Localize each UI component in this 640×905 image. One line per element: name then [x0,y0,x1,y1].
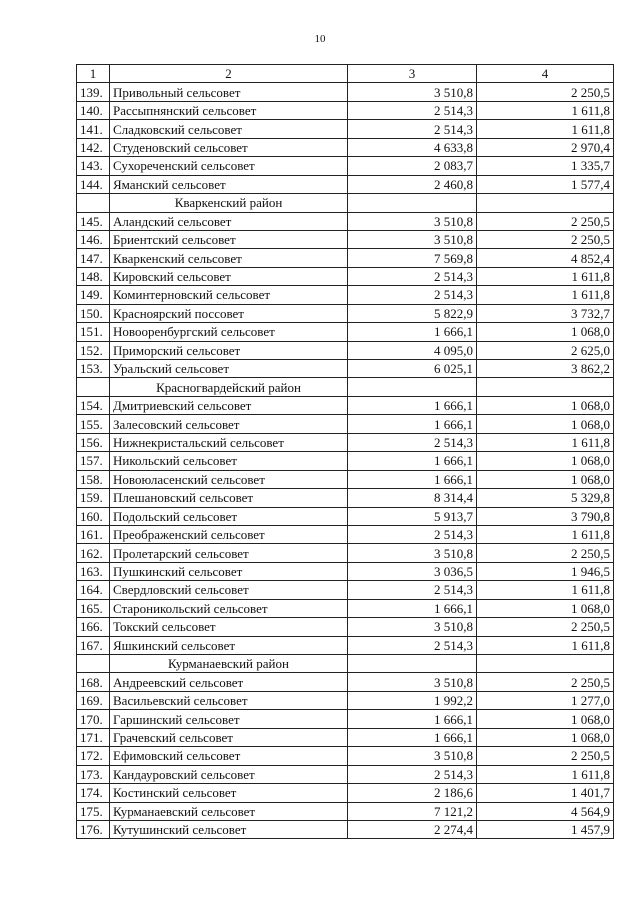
municipality-name: Староникольский сельсовет [110,599,348,617]
value-col3: 1 666,1 [348,470,477,488]
value-col4: 3 790,8 [477,507,614,525]
value-col3: 5 822,9 [348,304,477,322]
value-col4: 1 068,0 [477,452,614,470]
value-col3: 2 274,4 [348,820,477,838]
value-col3: 2 514,3 [348,581,477,599]
municipality-name: Дмитриевский сельсовет [110,396,348,414]
municipality-name: Привольный сельсовет [110,83,348,101]
table-row [77,747,614,765]
municipality-name: Подольский сельсовет [110,507,348,525]
row-number: 156. [77,433,110,451]
value-col3: 3 510,8 [348,230,477,248]
municipality-name: Бриентский сельсовет [110,230,348,248]
header-row [77,65,614,83]
value-col3: 4 095,0 [348,341,477,359]
table-row [77,691,614,709]
value-col4: 1 611,8 [477,765,614,783]
header-cell-3: 3 [348,65,477,83]
value-col3: 3 510,8 [348,212,477,230]
value-col3: 2 514,3 [348,286,477,304]
value-col4: 1 068,0 [477,599,614,617]
row-number: 163. [77,562,110,580]
row-number: 141. [77,120,110,138]
municipality-name: Кутушинский сельсовет [110,820,348,838]
table-row [77,120,614,138]
section-title: Кваркенский район [110,194,348,212]
row-number: 171. [77,728,110,746]
table-body [77,65,614,839]
table-row [77,599,614,617]
municipality-name: Яманский сельсовет [110,175,348,193]
value-col4: 2 250,5 [477,747,614,765]
value-col3: 7 569,8 [348,249,477,267]
value-col3: 6 025,1 [348,360,477,378]
value-col4: 5 329,8 [477,489,614,507]
value-col4: 1 611,8 [477,120,614,138]
table-row [77,138,614,156]
row-number: 145. [77,212,110,230]
row-number: 146. [77,230,110,248]
table-row [77,157,614,175]
table-row [77,304,614,322]
section-row [77,194,614,212]
row-number: 168. [77,673,110,691]
row-number: 148. [77,267,110,285]
table-row [77,249,614,267]
section-spacer [477,378,614,396]
table-row [77,470,614,488]
value-col4: 1 068,0 [477,396,614,414]
section-spacer [77,378,110,396]
municipality-name: Новооренбургский сельсовет [110,323,348,341]
value-col4: 1 577,4 [477,175,614,193]
value-col4: 2 250,5 [477,618,614,636]
value-col4: 1 068,0 [477,415,614,433]
value-col3: 3 510,8 [348,83,477,101]
municipality-name: Уральский сельсовет [110,360,348,378]
table-row [77,323,614,341]
value-col3: 1 992,2 [348,691,477,709]
value-col3: 1 666,1 [348,396,477,414]
value-col3: 2 460,8 [348,175,477,193]
row-number: 151. [77,323,110,341]
municipality-name: Рассыпнянский сельсовет [110,101,348,119]
value-col4: 4 564,9 [477,802,614,820]
table-row [77,765,614,783]
section-row [77,378,614,396]
value-col4: 1 068,0 [477,728,614,746]
table-row [77,710,614,728]
section-row [77,655,614,673]
municipality-name: Пролетарский сельсовет [110,544,348,562]
section-spacer [348,378,477,396]
municipality-name: Залесовский сельсовет [110,415,348,433]
table-row [77,544,614,562]
municipality-name: Костинский сельсовет [110,784,348,802]
table-row [77,820,614,838]
value-col4: 3 732,7 [477,304,614,322]
value-col3: 3 510,8 [348,544,477,562]
row-number: 174. [77,784,110,802]
row-number: 157. [77,452,110,470]
value-col3: 5 913,7 [348,507,477,525]
value-col3: 3 510,8 [348,618,477,636]
section-spacer [77,194,110,212]
value-col4: 1 611,8 [477,286,614,304]
table-row [77,581,614,599]
municipality-name: Курманаевский сельсовет [110,802,348,820]
row-number: 161. [77,525,110,543]
row-number: 140. [77,101,110,119]
row-number: 170. [77,710,110,728]
municipality-name: Нижнекристальский сельсовет [110,433,348,451]
table-row [77,673,614,691]
municipality-name: Коминтерновский сельсовет [110,286,348,304]
section-spacer [477,655,614,673]
value-col3: 8 314,4 [348,489,477,507]
section-spacer [77,655,110,673]
value-col4: 1 946,5 [477,562,614,580]
value-col3: 2 514,3 [348,765,477,783]
value-col4: 1 611,8 [477,433,614,451]
section-spacer [477,194,614,212]
table-row [77,267,614,285]
row-number: 144. [77,175,110,193]
value-col4: 1 611,8 [477,101,614,119]
row-number: 152. [77,341,110,359]
municipality-name: Яшкинский сельсовет [110,636,348,654]
table-row [77,562,614,580]
section-spacer [348,194,477,212]
table-row [77,175,614,193]
value-col3: 3 036,5 [348,562,477,580]
municipality-name: Пушкинский сельсовет [110,562,348,580]
municipality-name: Токский сельсовет [110,618,348,636]
table-row [77,636,614,654]
row-number: 159. [77,489,110,507]
municipality-name: Студеновский сельсовет [110,138,348,156]
value-col4: 2 250,5 [477,212,614,230]
table-row [77,415,614,433]
value-col4: 4 852,4 [477,249,614,267]
value-col3: 1 666,1 [348,710,477,728]
value-col4: 1 611,8 [477,525,614,543]
row-number: 162. [77,544,110,562]
row-number: 165. [77,599,110,617]
table-row [77,452,614,470]
table-row [77,341,614,359]
section-spacer [348,655,477,673]
table-row [77,396,614,414]
municipality-name: Гаршинский сельсовет [110,710,348,728]
value-col3: 1 666,1 [348,415,477,433]
municipality-name: Кандауровский сельсовет [110,765,348,783]
row-number: 169. [77,691,110,709]
value-col4: 2 970,4 [477,138,614,156]
value-col4: 1 335,7 [477,157,614,175]
table-row [77,507,614,525]
municipality-name: Плешановский сельсовет [110,489,348,507]
row-number: 155. [77,415,110,433]
row-number: 175. [77,802,110,820]
value-col4: 1 068,0 [477,470,614,488]
value-col3: 1 666,1 [348,728,477,746]
row-number: 167. [77,636,110,654]
table-row [77,802,614,820]
value-col4: 3 862,2 [477,360,614,378]
value-col3: 7 121,2 [348,802,477,820]
value-col4: 1 277,0 [477,691,614,709]
value-col3: 1 666,1 [348,323,477,341]
value-col3: 2 514,3 [348,525,477,543]
value-col4: 2 625,0 [477,341,614,359]
municipality-name: Сладковский сельсовет [110,120,348,138]
table-row [77,360,614,378]
table-row [77,286,614,304]
municipality-name: Андреевский сельсовет [110,673,348,691]
row-number: 142. [77,138,110,156]
value-col3: 4 633,8 [348,138,477,156]
row-number: 143. [77,157,110,175]
header-cell-1: 1 [77,65,110,83]
table-row [77,212,614,230]
municipality-name: Новоюласенский сельсовет [110,470,348,488]
municipality-name: Кировский сельсовет [110,267,348,285]
header-cell-2: 2 [110,65,348,83]
value-col3: 1 666,1 [348,452,477,470]
municipality-name: Васильевский сельсовет [110,691,348,709]
value-col3: 3 510,8 [348,747,477,765]
value-col4: 2 250,5 [477,230,614,248]
table-row [77,230,614,248]
value-col4: 2 250,5 [477,544,614,562]
municipality-name: Сухореченский сельсовет [110,157,348,175]
page-number: 10 [314,33,326,45]
table-row [77,489,614,507]
value-col3: 2 514,3 [348,636,477,654]
row-number: 172. [77,747,110,765]
municipality-name: Аландский сельсовет [110,212,348,230]
row-number: 139. [77,83,110,101]
value-col3: 2 514,3 [348,101,477,119]
section-title: Курманаевский район [110,655,348,673]
value-col3: 2 186,6 [348,784,477,802]
value-col3: 2 514,3 [348,120,477,138]
table-row [77,101,614,119]
table-row [77,618,614,636]
row-number: 173. [77,765,110,783]
table-row [77,433,614,451]
value-col3: 2 514,3 [348,267,477,285]
value-col4: 1 457,9 [477,820,614,838]
row-number: 153. [77,360,110,378]
table-row [77,728,614,746]
value-col3: 3 510,8 [348,673,477,691]
header-cell-4: 4 [477,65,614,83]
value-col4: 1 068,0 [477,323,614,341]
municipality-name: Грачевский сельсовет [110,728,348,746]
row-number: 166. [77,618,110,636]
municipality-name: Ефимовский сельсовет [110,747,348,765]
municipality-name: Свердловский сельсовет [110,581,348,599]
value-col4: 1 611,8 [477,267,614,285]
value-col3: 1 666,1 [348,599,477,617]
value-col3: 2 514,3 [348,433,477,451]
row-number: 164. [77,581,110,599]
value-col4: 2 250,5 [477,673,614,691]
municipality-name: Никольский сельсовет [110,452,348,470]
municipality-name: Красноярский поссовет [110,304,348,322]
table-row [77,784,614,802]
allocation-table [76,64,614,839]
table-row [77,525,614,543]
row-number: 154. [77,396,110,414]
value-col4: 1 611,8 [477,581,614,599]
municipality-name: Кваркенский сельсовет [110,249,348,267]
municipality-name: Преображенский сельсовет [110,525,348,543]
row-number: 147. [77,249,110,267]
municipality-name: Приморский сельсовет [110,341,348,359]
value-col4: 2 250,5 [477,83,614,101]
value-col4: 1 401,7 [477,784,614,802]
value-col4: 1 068,0 [477,710,614,728]
value-col3: 2 083,7 [348,157,477,175]
table-row [77,83,614,101]
row-number: 158. [77,470,110,488]
value-col4: 1 611,8 [477,636,614,654]
row-number: 160. [77,507,110,525]
row-number: 150. [77,304,110,322]
section-title: Красногвардейский район [110,378,348,396]
row-number: 176. [77,820,110,838]
row-number: 149. [77,286,110,304]
